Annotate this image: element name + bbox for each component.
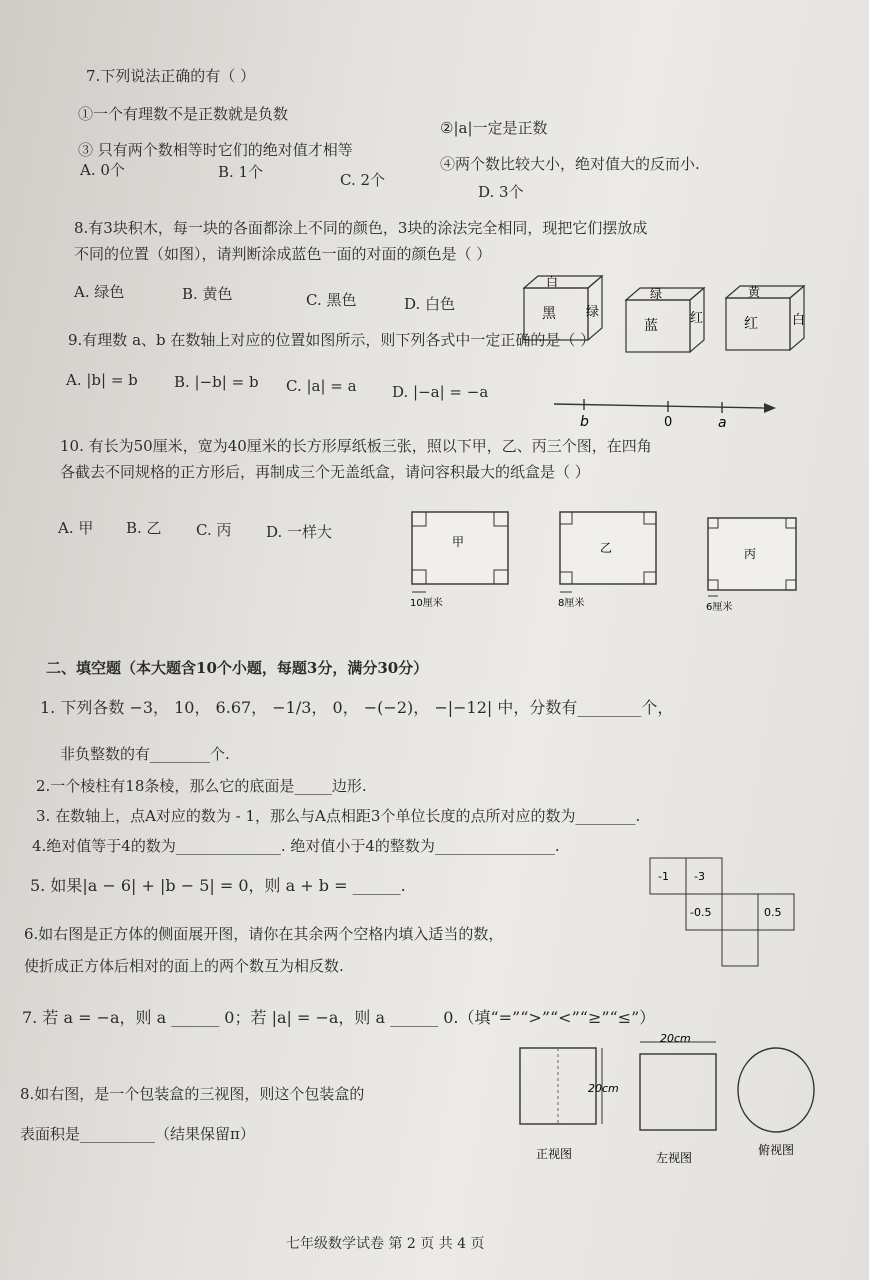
cube2-front-label: 蓝 — [644, 318, 658, 334]
box-bing-dim: 6厘米 — [706, 602, 733, 613]
q7-statement-4: ④两个数比较大小，绝对值大的反而小. — [440, 155, 700, 173]
fill-6-line1: 6.如右图是正方体的侧面展开图，请你在其余两个空格内填入适当的数， — [24, 925, 504, 943]
q10-stem-line2: 各截去不同规格的正方形后，再制成三个无盖纸盒，请问容积最大的纸盒是（ ） — [60, 463, 590, 481]
left-view-label: 左视图 — [656, 1151, 693, 1165]
cube-net-cell-4: 0.5 — [764, 906, 782, 919]
cube-net-cell-2: -3 — [694, 870, 705, 883]
q10-stem-line1: 10. 有长为50厘米，宽为40厘米的长方形厚纸板三张，照以下甲，乙、丙三个图，在四角 — [60, 437, 652, 455]
cube-3 — [722, 282, 812, 354]
fill-3: 3. 在数轴上，点A对应的数为 - 1，那么与A点相距3个单位长度的点所对应的数为________. — [36, 807, 641, 825]
fill-6-line2: 使折成正方体后相对的面上的两个数互为相反数. — [24, 957, 344, 975]
q10-option-d: D. 一样大 — [266, 523, 333, 541]
q9-stem: 9.有理数 a、b 在数轴上对应的位置如图所示，则下列各式中一定正确的是（ ） — [68, 331, 596, 349]
q10-option-b: B. 乙 — [126, 519, 162, 537]
cube3-side-label: 白 — [792, 313, 806, 328]
box-yi-dim: 8厘米 — [558, 598, 585, 609]
fill-7: 7. 若 a = −a，则 a ______ 0；若 |a| = −a，则 a ______ 0.（填“=”“>”“<”“≥”“≤”） — [22, 1008, 656, 1027]
q8-stem-line1: 8.有3块积木，每一块的各面都涂上不同的颜色，3块的涂法完全相同，现把它们摆放成 — [74, 219, 648, 237]
fill-2: 2.一个棱柱有18条棱，那么它的底面是_____边形. — [36, 777, 367, 795]
box-figure-bing — [704, 514, 804, 618]
q9-option-a: A. |b| = b — [66, 371, 138, 389]
q7-option-d: D. 3个 — [478, 183, 524, 201]
q9-option-c: C. |a| = a — [286, 377, 357, 395]
q10-option-a: A. 甲 — [58, 519, 94, 537]
cube-net-cell-3: -0.5 — [690, 906, 712, 919]
q8-option-b: B. 黄色 — [182, 285, 233, 303]
fill-8-line1: 8.如右图，是一个包装盒的三视图，则这个包装盒的 — [20, 1085, 365, 1103]
q9-option-d: D. |−a| = −a — [392, 383, 489, 401]
q9-option-b: B. |−b| = b — [174, 373, 259, 391]
cube-2 — [622, 284, 712, 356]
front-view-label: 正视图 — [536, 1147, 573, 1161]
number-line-zero: 0 — [664, 415, 673, 430]
q7-stem: 7.下列说法正确的有（ ） — [86, 67, 256, 85]
fill-5: 5. 如果|a − 6| + |b − 5| = 0，则 a + b = ______. — [30, 876, 406, 895]
front-view-dim: 20cm — [588, 1082, 619, 1095]
q7-statement-1: ①一个有理数不是正数就是负数 — [78, 105, 289, 123]
cube1-front-label: 黑 — [542, 306, 556, 322]
cube3-top-label: 黄 — [748, 285, 761, 299]
q7-option-c: C. 2个 — [340, 171, 386, 189]
q7-option-a: A. 0个 — [80, 161, 125, 179]
q8-option-c: C. 黑色 — [306, 291, 357, 309]
cube1-side-label: 绿 — [586, 305, 600, 320]
cube-net — [648, 856, 828, 974]
q7-statement-3: ③ 只有两个数相等时它们的绝对值才相等 — [78, 141, 353, 159]
cube2-top-label: 绿 — [650, 287, 663, 301]
fill-1-line1: 1. 下列各数 −3， 10， 6.67， −1/3， 0， −(−2)， −|−12| 中，分数有________个， — [40, 698, 674, 717]
number-line-b: b — [580, 414, 589, 430]
fill-1-line2: 非负整数的有________个. — [60, 745, 230, 763]
cube3-front-label: 红 — [744, 316, 758, 332]
cube2-side-label: 红 — [690, 311, 704, 326]
section-2-title: 二、填空题（本大题含10个小题，每题3分，满分30分） — [46, 659, 429, 677]
q7-statement-2: ②|a|一定是正数 — [440, 119, 548, 137]
fill-4: 4.绝对值等于4的数为______________. 绝对值小于4的整数为________________. — [32, 837, 560, 855]
left-view-dim: 20cm — [660, 1034, 691, 1045]
fill-8-line2: 表面积是__________（结果保留π） — [20, 1125, 255, 1143]
q7-option-b: B. 1个 — [218, 163, 264, 181]
q8-option-a: A. 绿色 — [74, 283, 125, 301]
number-line — [550, 390, 780, 430]
box-jia-dim: 10厘米 — [410, 598, 443, 609]
three-views — [512, 1034, 842, 1170]
q8-option-d: D. 白色 — [404, 295, 456, 313]
cube1-top-label: 白 — [546, 275, 559, 289]
box-figure-yi — [556, 508, 666, 614]
page-footer: 七年级数学试卷 第 2 页 共 4 页 — [286, 1236, 485, 1252]
top-view-label: 俯视图 — [758, 1143, 795, 1157]
box-bing-label: 丙 — [744, 547, 757, 561]
box-jia-label: 甲 — [452, 535, 465, 549]
box-figure-jia — [408, 508, 518, 614]
box-yi-label: 乙 — [600, 541, 613, 555]
number-line-a: a — [718, 415, 727, 430]
cube-net-cell-1: -1 — [658, 870, 669, 883]
q8-stem-line2: 不同的位置（如图），请判断涂成蓝色一面的对面的颜色是（ ） — [74, 245, 492, 263]
q10-option-c: C. 丙 — [196, 521, 232, 539]
